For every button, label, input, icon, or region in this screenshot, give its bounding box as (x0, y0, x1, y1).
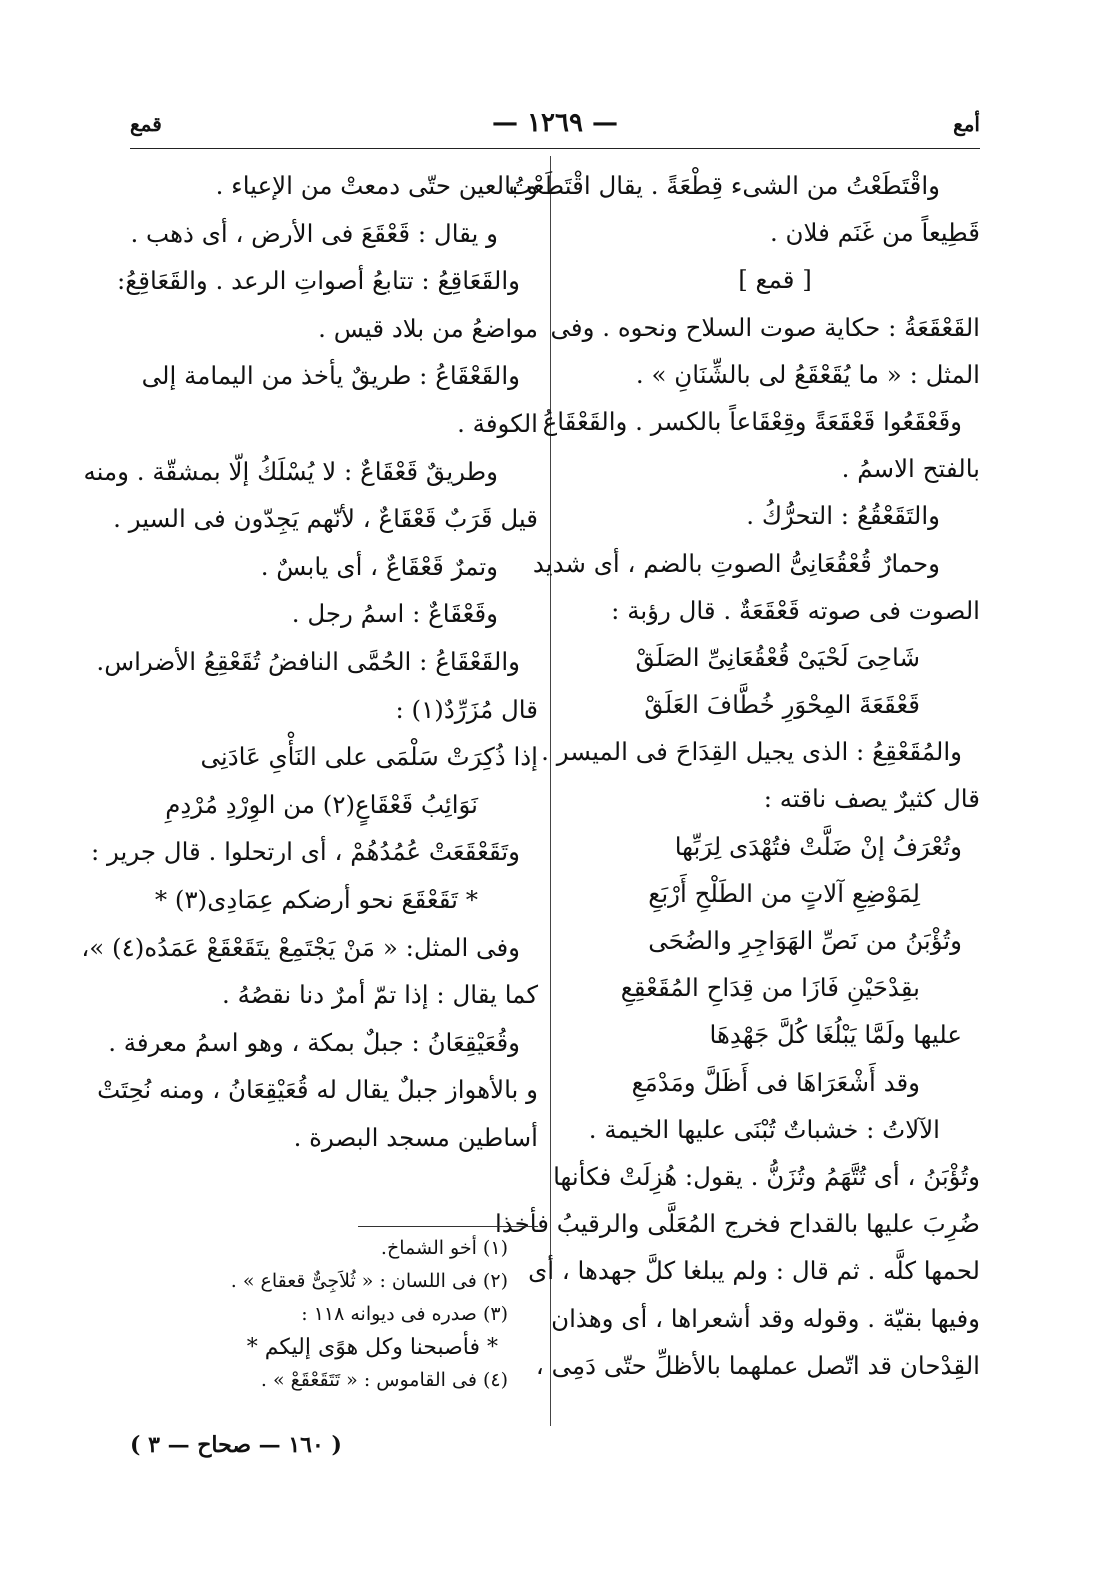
text-line: واقْتَطَعْتُ من الشىء قِطْعَةً . يقال اقْتَطَعْتُ (508, 171, 940, 200)
text-line: قال كثيرٌ يصف ناقته : (763, 784, 980, 814)
verse-line: عليها ولَمَّا يَبْلُغَا كُلَّ جَهْدِهَا (709, 1020, 962, 1050)
footnote: (١) أخو الشماخ. (380, 1237, 508, 1259)
text-line: و بالأهواز جبلٌ يقال له قُعَيْقِعَانُ ، ومنه نُحِتَتْ (97, 1075, 538, 1105)
text-line: والتَقَعْقُعُ : التحرُّكُ . (746, 501, 940, 531)
text-line: قيل قَرَبٌ قَعْقَاعٌ ، لأنّهم يَجِدّون فى السير . (113, 504, 538, 534)
verse-line: بقِدْحَيْنِ فَازَا من قِدَاحِ المُقَعْقِعِ (620, 973, 920, 1003)
signature-mark: ( ١٦٠ — صحاح — ٣ ) (130, 1432, 342, 1458)
footnote-rule (358, 1226, 538, 1227)
text-line: بالفتح الاسمُ . (841, 454, 980, 484)
verse-line: قَعْقَعَةَ المِحْوَرِ خُطَّافَ العَلَقْ (644, 690, 920, 720)
verse-line: نَوَائِبُ قَعْقَاعٍ(٢) من الوِرْدِ مُرْدِمِ (165, 789, 478, 819)
text-line: كما يقال : إذا تمّ أمرٌ دنا نقصُهُ . (222, 980, 538, 1010)
header-root-word-right: أمع (953, 112, 980, 136)
text-line: وفيها بقيّة . وقوله وقد أشعراها ، أى وهذان (551, 1303, 980, 1333)
text-line: والقَعْقَاعُ : طريقٌ يأخذ من اليمامة إلى (141, 361, 520, 391)
text-line: وفى المثل: « مَنْ يَجْتَمِعْ يتَقَعْقَعْ عَمَدُه(٤) »، (81, 932, 520, 962)
header-rule (130, 148, 980, 149)
left-column (81, 162, 538, 1161)
text-line: و بالعين حتّى دمعتْ من الإعياء . (215, 171, 538, 200)
footnote: (٤) فى القاموس : « تَتَقَعْقَعْ » . (260, 1369, 508, 1391)
header-root-word-left: قمع (130, 112, 162, 136)
page-header (130, 100, 980, 146)
text-line: و يقال : قَعْقَعَ فى الأرض ، أى ذهب . (130, 218, 498, 248)
text-line: قال مُزَرِّدٌ(١) : (395, 694, 538, 724)
footnote-verse: * فأصبحنا وكل هوًى إليكم * (246, 1335, 498, 1360)
text-line: وقَعْقَاعٌ : اسمُ رجل . (291, 599, 498, 629)
page-number: — ١٢٦٩ — (492, 108, 618, 138)
text-line: قَطِيعاً من غَنَم فلان . (769, 218, 980, 248)
verse-line: وتُعْرَفُ إنْ ضَلَّتْ فتُهْدَى لِرَبِّها (674, 831, 962, 861)
text-line: مواضعُ من بلاد قيس . (318, 313, 538, 343)
verse-line: شَاحِىَ لَحْيَىْ قُعْقُعَانِىِّ الصَلَقْ (635, 642, 920, 672)
text-line: المثل : « ما يُقَعْقَعُ لى بالشِّنَانِ » . (635, 359, 980, 389)
text-line: وتمرٌ قَعْقَاعٌ ، أى يابسٌ . (260, 551, 498, 581)
text-line: وطريقٌ قَعْقَاعٌ : لا يُسْلَكُ إلّا بمشقّة . ومنه (83, 456, 498, 486)
text-line: وقَعْقَعُوا قَعْقَعَةً وقِعْقَاعاً بالكسر . والقَعْقَاعُ (542, 406, 962, 436)
text-line: والمُقَعْقِعُ : الذى يجيل القِدَاحَ فى الميسر . (541, 737, 962, 767)
text-line: وحمارٌ قُعْقُعَانِىُّ الصوتِ بالضم ، أى شديد (532, 548, 940, 578)
verse-line: وقد أَشْعَرَاهَا فى أَظَلَّ ومَدْمَعِ (631, 1067, 920, 1097)
section-heading: [ قمع ] (738, 265, 812, 295)
text-line: وقُعَيْقِعَانُ : جبلٌ بمكة ، وهو اسمُ معرفة . (108, 1027, 520, 1057)
verse-line: لِمَوْضِعِ آلاتٍ من الطَلْحِ أَرْبَعِ (648, 878, 920, 908)
footnote: (٣) صدره فى ديوانه ١١٨ : (301, 1303, 508, 1325)
verse-line: * تَقَعْقَعَ نحو أرضكم عِمَادِى(٣) * (154, 884, 478, 914)
text-line: الكوفة . (457, 408, 538, 438)
text-line: والقَعَاقِعُ : تتابعُ أصواتِ الرعد . والقَعَاقِعُ: (116, 266, 520, 296)
text-line: وتَقَعْقَعَتْ عُمُدُهُمْ ، أى ارتحلوا . قال جرير : (90, 837, 520, 867)
text-line: ضُرِبَ عليها بالقداح فخرج المُعَلَّى والرقيبُ فأخذا (494, 1209, 980, 1239)
text-line: والقَعْقَاعُ : الحُمَّى النافضُ تُقَعْقِعُ الأضراس. (96, 646, 520, 676)
text-line: القَعْقَعَةُ : حكاية صوت السلاح ونحوه . وفى (550, 312, 980, 342)
text-line: القِدْحان قد اتّصل عملهما بالأظلِّ حتّى دَمِى ، (535, 1350, 980, 1380)
text-line: أساطين مسجد البصرة . (293, 1122, 538, 1152)
text-line: الصوت فى صوته قَعْقَعَةٌ . قال رؤبة : (611, 595, 980, 625)
verse-line: وتُؤْبَنُ من نَصِّ الهَوَاجِرِ والضُحَى (648, 926, 962, 955)
text-line: لحمها كلَّه . ثم قال : ولم يبلغا كلَّ جهدها ، أى (528, 1256, 980, 1286)
text-line: الآلاتُ : خشباتٌ تُبْنَى عليها الخيمة . (588, 1114, 940, 1144)
verse-line: إذا ذُكِرَتْ سَلْمَى على النَأْىِ عَادَنِى (200, 742, 538, 772)
footnotes (130, 1232, 538, 1397)
footnote: (٢) فى اللسان : « ثُلاَجِىٌّ قعقاع » . (230, 1270, 508, 1292)
text-line: وتُؤْبَنُ ، أى تُتَّهَمُ وتُزَنُّ . يقول: هُزِلَتْ فكأنها (553, 1161, 980, 1191)
